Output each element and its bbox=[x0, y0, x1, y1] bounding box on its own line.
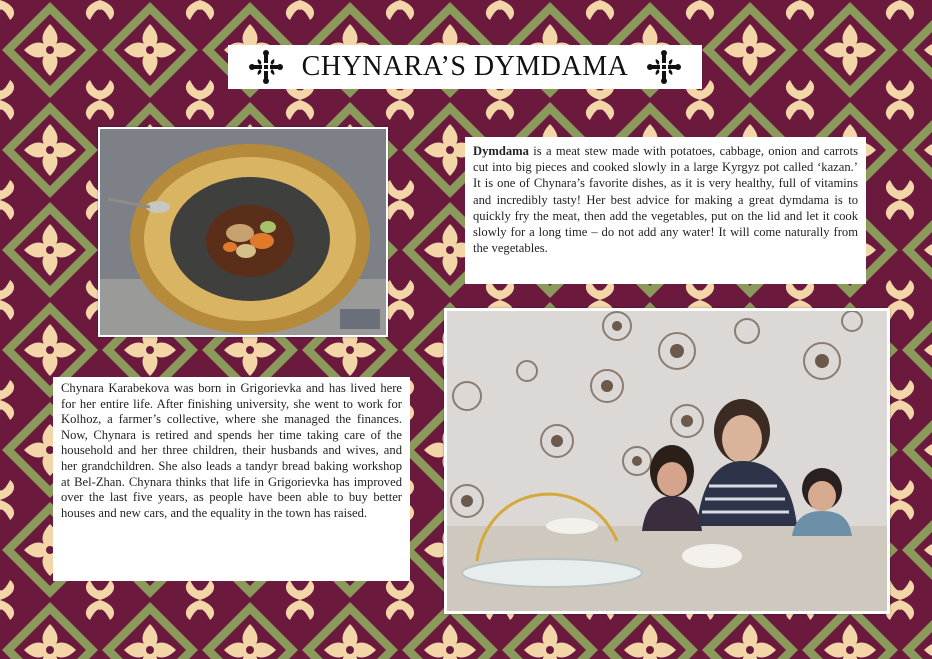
kazan-stew-photo bbox=[98, 127, 388, 337]
page-title: CHYNARA’S DYMDAMA bbox=[301, 51, 629, 82]
biography-text: Chynara Karabekova was born in Grigorievka and has lived here for her entire life. After finishing university, she went to work for Kolhoz, a farmer’s collective, where she managed the finances. Now, Chynara is retired and spends her time taking care of the household and her three children, their husbands and wives, and her grandchildren. She also leads a tandyr bread baking workshop at Bel-Zhan. Chynara thinks that life in Grigorievka has improved over the last five years, as people have been able to buy better houses and new cars, and the equality in the town has raised. bbox=[61, 381, 402, 520]
kyrgyz-cross-ornament-icon bbox=[646, 49, 682, 85]
dish-description bbox=[473, 143, 858, 256]
dish-term: Dymdama bbox=[473, 144, 529, 158]
biography-box bbox=[53, 377, 410, 581]
kazan-photo-illustration bbox=[100, 129, 386, 335]
dish-description-box bbox=[465, 137, 866, 284]
family-portrait-photo bbox=[444, 308, 890, 614]
kyrgyz-cross-ornament-icon bbox=[248, 49, 284, 85]
title-banner bbox=[228, 45, 702, 89]
dish-description-text: is a meat stew made with potatoes, cabbage, onion and carrots cut into big pieces and cooked slowly in a large Kyrgyz pot called ‘kazan.’ It is one of Chynara’s favorite dishes, as it is very healthy, full of vitamins and incredibly tasty! Her best advice for making a great dymdama is to quickly fry the meat, then add the vegetables, put on the lid and let it cook slowly for a long time – do not add any water! It will come naturally from the vegetables. bbox=[473, 144, 858, 256]
family-photo-illustration bbox=[447, 311, 887, 611]
